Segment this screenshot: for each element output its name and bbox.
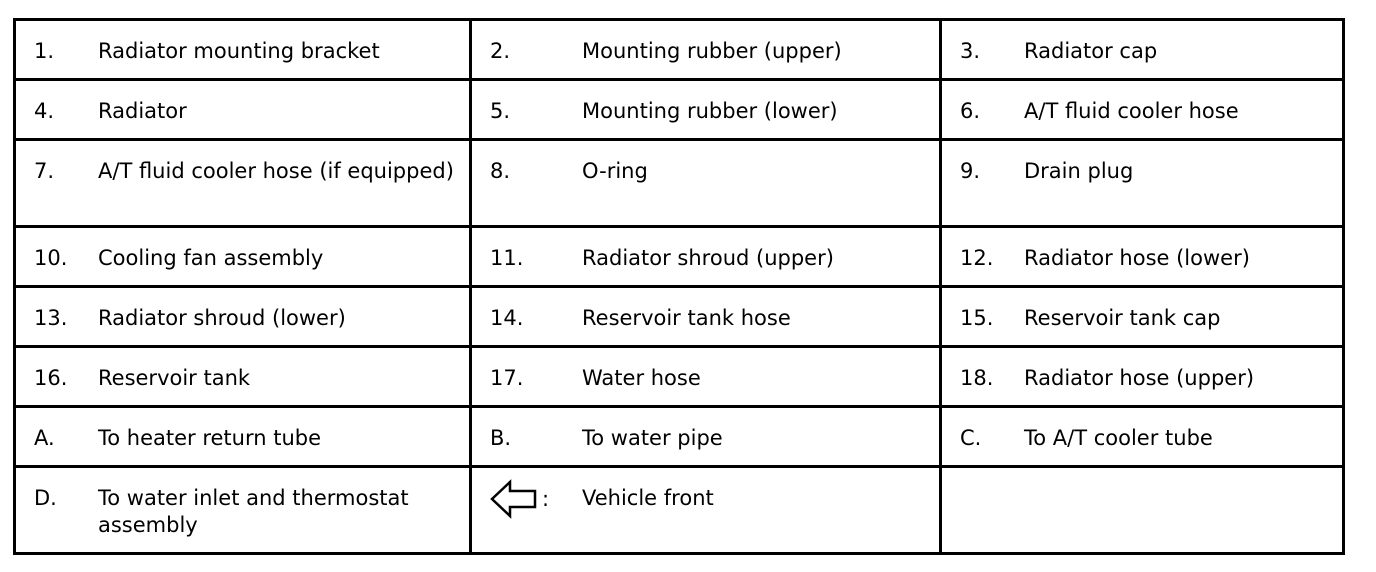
legend-label: Reservoir tank [98, 366, 251, 390]
legend-cell [15, 347, 471, 407]
legend-number: 13. [34, 306, 68, 330]
legend-number: 5. [490, 99, 511, 123]
table-row [15, 140, 1344, 227]
legend-label: Radiator cap [1024, 39, 1158, 63]
table-row [15, 80, 1344, 140]
legend-label: Radiator hose (upper) [1024, 366, 1255, 390]
legend-cell [471, 407, 941, 467]
legend-number: 9. [960, 159, 981, 183]
table-row [15, 407, 1344, 467]
legend-label: To A/T cooler tube [1024, 426, 1213, 450]
legend-cell [15, 287, 471, 347]
legend-number: 3. [960, 39, 981, 63]
table-row [15, 20, 1344, 80]
legend-number: 16. [34, 366, 68, 390]
legend-cell [15, 467, 471, 554]
legend-label: Radiator hose (lower) [1024, 246, 1250, 270]
arrow-colon: : [542, 486, 550, 511]
legend-cell [15, 140, 471, 227]
legend-label: Radiator [98, 99, 187, 123]
legend-label: Drain plug [1024, 159, 1134, 183]
legend-number: A. [34, 426, 55, 450]
vehicle-front-symbol [490, 479, 582, 519]
table-row [15, 227, 1344, 287]
legend-cell [15, 80, 471, 140]
legend-cell [15, 227, 471, 287]
legend-label: Mounting rubber (lower) [582, 99, 838, 123]
legend-cell [941, 80, 1344, 140]
empty-cell [941, 467, 1344, 554]
legend-number: 11. [490, 246, 524, 270]
legend-number: D. [34, 486, 57, 510]
legend-number: C. [960, 426, 982, 450]
legend-cell [471, 80, 941, 140]
legend-number: 4. [34, 99, 55, 123]
legend-cell [941, 347, 1344, 407]
legend-cell [941, 227, 1344, 287]
legend-label: Radiator mounting bracket [98, 39, 380, 63]
legend-cell [15, 407, 471, 467]
legend-label: Reservoir tank hose [582, 306, 791, 330]
legend-number: 7. [34, 159, 55, 183]
legend-label: To water pipe [582, 426, 723, 450]
legend-cell [471, 287, 941, 347]
legend-label: A/T fluid cooler hose [1024, 99, 1239, 123]
table-row [15, 347, 1344, 407]
legend-cell [471, 227, 941, 287]
legend-number: 12. [960, 246, 994, 270]
legend-number: B. [490, 426, 512, 450]
legend-number: 14. [490, 306, 524, 330]
legend-number: 1. [34, 39, 55, 63]
legend-label: Radiator shroud (upper) [582, 246, 834, 270]
legend-label: To heater return tube [98, 426, 322, 450]
legend-cell [15, 20, 471, 80]
legend-table [13, 18, 1345, 555]
legend-cell [941, 407, 1344, 467]
legend-cell [471, 140, 941, 227]
table-row [15, 287, 1344, 347]
legend-cell [941, 140, 1344, 227]
legend-label: O-ring [582, 159, 648, 183]
legend-cell [471, 20, 941, 80]
legend-cell [941, 20, 1344, 80]
legend-number: 15. [960, 306, 994, 330]
legend-number: 18. [960, 366, 994, 390]
legend-cell [471, 347, 941, 407]
legend-number: 10. [34, 246, 68, 270]
legend-label: Radiator shroud (lower) [98, 306, 346, 330]
legend-label: Cooling fan assembly [98, 246, 324, 270]
legend-label: To water inlet and thermostat assembly [98, 486, 409, 537]
legend-cell [471, 467, 941, 554]
left-arrow-outline-icon [490, 479, 538, 519]
legend-label: Reservoir tank cap [1024, 306, 1221, 330]
legend-label: Mounting rubber (upper) [582, 39, 842, 63]
legend-label: Vehicle front [582, 486, 714, 510]
table-row [15, 467, 1344, 554]
legend-number: 2. [490, 39, 511, 63]
legend-label: A/T fluid cooler hose (if equipped) [98, 159, 454, 183]
legend-number: 6. [960, 99, 981, 123]
legend-cell [941, 287, 1344, 347]
legend-number: 17. [490, 366, 524, 390]
legend-number: 8. [490, 159, 511, 183]
legend-label: Water hose [582, 366, 701, 390]
